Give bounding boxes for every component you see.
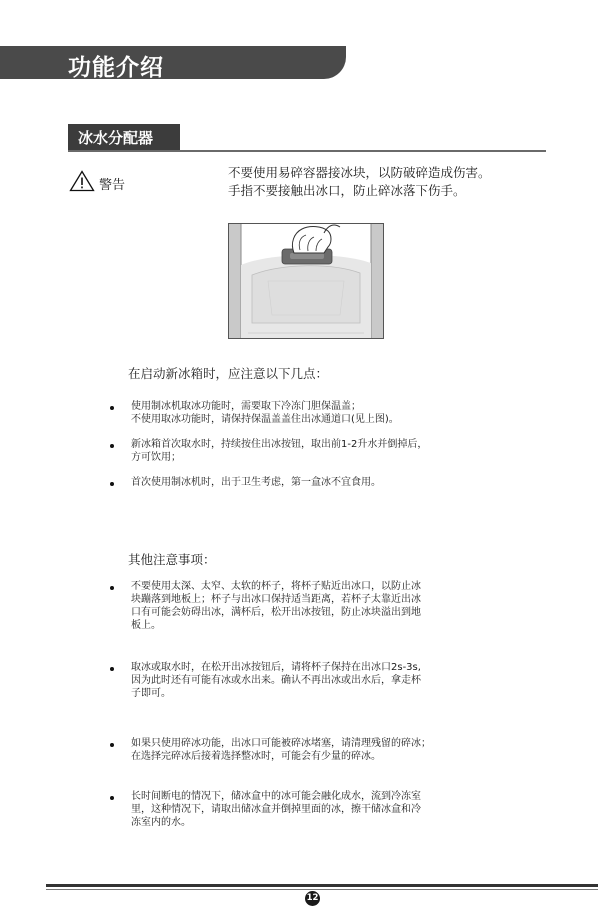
list-item-line: 不使用取冰功能时，请保持保温盖盖住出冰通道口(见上图)。 [131, 414, 399, 425]
list-item-line: 如果只使用碎冰功能，出冰口可能被碎冰堵塞，请清理残留的碎冰； [131, 738, 431, 749]
startup-heading: 在启动新冰箱时，应注意以下几点： [128, 366, 329, 381]
list-item [131, 438, 491, 464]
bullet-dot [110, 796, 114, 800]
bullet-dot [110, 444, 114, 448]
section-title: 冰水分配器 [78, 129, 154, 147]
bullet-dot [110, 743, 114, 747]
section-divider [68, 150, 546, 152]
page-header-bar [0, 46, 346, 79]
page-title: 功能介绍 [68, 55, 164, 81]
list-item-line: 冻室内的水。 [131, 817, 191, 828]
list-item-line: 首次使用制冰机时，出于卫生考虑，第一盒冰不宜食用。 [131, 477, 381, 488]
warning-text [228, 164, 558, 200]
page-number: 12 [305, 891, 320, 906]
list-item [131, 476, 491, 489]
list-item-line: 因为此时还有可能有冰或水出来。确认不再出冰或出水后，拿走杯 [131, 675, 421, 686]
bullet-dot [110, 667, 114, 671]
bullet-dot [110, 586, 114, 590]
list-item-line: 使用制冰机取冰功能时，需要取下冷冻门胆保温盖； [131, 401, 361, 412]
section-tab [68, 124, 180, 151]
list-item-line: 新冰箱首次取水时，持续按住出冰按钮，取出前1-2升水并倒掉后， [131, 439, 428, 450]
list-item-line: 取冰或取水时，在松开出冰按钮后，请将杯子保持在出冰口2s-3s, [131, 662, 421, 673]
warning-triangle-icon [69, 170, 95, 192]
list-item [131, 790, 491, 829]
list-item [131, 737, 491, 763]
warning-line: 不要使用易碎容器接冰块，以防破碎造成伤害。 [228, 165, 491, 180]
dispenser-illustration [228, 223, 384, 339]
list-item-line: 板上。 [131, 620, 161, 631]
list-item-line: 子即可。 [131, 688, 171, 699]
footer-rule-thin [46, 889, 598, 890]
list-item-line: 长时间断电的情况下，储冰盒中的冰可能会融化成水，流到冷冻室 [131, 791, 421, 802]
list-item-line: 不要使用太深、太窄、太软的杯子，将杯子贴近出冰口，以防止冰 [131, 581, 421, 592]
footer-rule [46, 884, 598, 887]
bullet-dot [110, 482, 114, 486]
warning-label: 警告 [99, 178, 126, 193]
hand-pressing-dispenser-image [228, 223, 384, 339]
list-item [131, 400, 491, 426]
other-notes-heading: 其他注意事项： [128, 552, 216, 567]
list-item-line: 口有可能会妨碍出冰，满杯后，松开出冰按钮，防止冰块溢出到地 [131, 607, 421, 618]
list-item-line: 里，这种情况下，请取出储冰盒并倒掉里面的冰，擦干储冰盒和冷 [131, 804, 421, 815]
warning-line: 手指不要接触出冰口，防止碎冰落下伤手。 [228, 183, 466, 198]
list-item-line: 在选择完碎冰后接着选择整冰时，可能会有少量的碎冰。 [131, 751, 381, 762]
list-item [131, 580, 491, 632]
list-item-line: 块蹦落到地板上；杯子与出冰口保持适当距离，若杯子太靠近出冰 [131, 594, 421, 605]
list-item-line: 方可饮用； [131, 452, 181, 463]
bullet-dot [110, 406, 114, 410]
list-item [131, 661, 491, 700]
